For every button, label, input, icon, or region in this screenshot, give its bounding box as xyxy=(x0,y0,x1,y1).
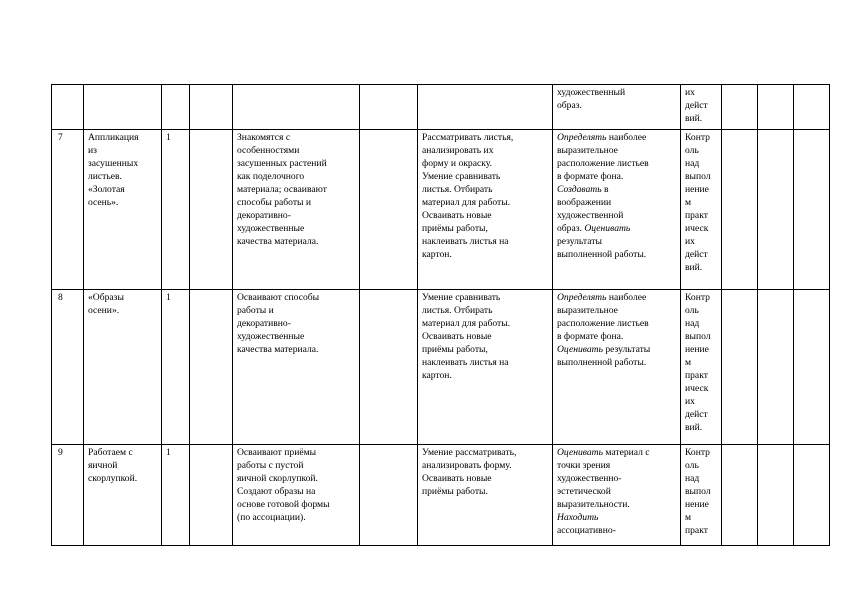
lesson-number-cell xyxy=(52,85,84,130)
cell-text-line xyxy=(88,183,157,196)
cell-text-line xyxy=(557,170,676,183)
cell-text-line xyxy=(685,408,717,421)
cell-text-line xyxy=(422,317,548,330)
emphasized-verb: Определять xyxy=(557,292,607,303)
cell-text-line xyxy=(685,304,717,317)
cell-text-line xyxy=(237,317,355,330)
table-row xyxy=(52,85,830,130)
cell-text: как поделочного xyxy=(237,171,305,182)
cell-text-line xyxy=(557,330,676,343)
cell-text-line xyxy=(685,472,717,485)
cell-text: Контр xyxy=(685,447,710,458)
cell-text-line xyxy=(557,485,676,498)
cell-text-line xyxy=(685,395,717,408)
emphasized-verb: Оценивать xyxy=(584,223,631,234)
lesson-number-cell xyxy=(52,130,84,290)
skills-cell xyxy=(418,130,553,290)
cell-text-line xyxy=(422,459,548,472)
cell-text: Осваивать новые xyxy=(422,210,492,221)
cell-text-line xyxy=(237,183,355,196)
cell-text: Контр xyxy=(685,292,710,303)
cell-text: материал для работы. xyxy=(422,318,511,329)
cell-text-line xyxy=(58,446,79,459)
cell-text-line xyxy=(422,343,548,356)
cell-text: Осваивают способы xyxy=(237,292,320,303)
cell-text-line xyxy=(557,317,676,330)
cell-text: приёмы работы, xyxy=(422,344,488,355)
lesson-content-cell xyxy=(233,445,360,546)
cell-text-line xyxy=(685,209,717,222)
cell-text-line xyxy=(237,498,355,511)
cell-text-line xyxy=(557,131,676,144)
cell-text-line xyxy=(557,524,676,537)
table-body xyxy=(52,85,830,546)
cell-text: художественный xyxy=(557,87,626,98)
cell-text-line xyxy=(557,86,676,99)
date-cell xyxy=(190,290,233,445)
cell-text: художественные xyxy=(237,223,305,234)
cell-text-line xyxy=(685,157,717,170)
cell-text-line xyxy=(422,369,548,382)
empty-cell xyxy=(758,290,794,445)
cell-text: оль xyxy=(685,305,699,316)
cell-text: дейст xyxy=(685,249,708,260)
cell-text: выполненной работы. xyxy=(557,249,647,260)
cell-text-line xyxy=(166,291,185,304)
cell-text: в формате фона. xyxy=(557,331,624,342)
cell-text-line xyxy=(422,472,548,485)
extra-cell xyxy=(360,130,418,290)
control-cell xyxy=(681,290,722,445)
cell-text: Аппликация xyxy=(88,132,139,143)
cell-text: скорлупкой. xyxy=(88,473,138,484)
cell-text-line xyxy=(237,485,355,498)
cell-text-line xyxy=(685,330,717,343)
cell-text: Контр xyxy=(685,132,710,143)
lesson-number-cell xyxy=(52,445,84,546)
cell-text-line xyxy=(685,382,717,395)
cell-text: оль xyxy=(685,145,699,156)
skills-cell xyxy=(418,290,553,445)
cell-text: художественной xyxy=(557,210,624,221)
cell-text-line xyxy=(557,196,676,209)
cell-text-line xyxy=(685,485,717,498)
cell-text: яичной скорлупкой. xyxy=(237,473,318,484)
cell-text: Работаем с xyxy=(88,447,133,458)
cell-text: (по ассоциации). xyxy=(237,512,306,523)
cell-text: Знакомятся с xyxy=(237,132,291,143)
cell-text: 9 xyxy=(58,447,63,458)
emphasized-verb: Оценивать xyxy=(557,344,603,355)
extra-cell xyxy=(360,445,418,546)
cell-text-line xyxy=(237,196,355,209)
cell-text-line xyxy=(685,248,717,261)
cell-text-line xyxy=(557,459,676,472)
cell-text-line xyxy=(88,291,157,304)
cell-text: м xyxy=(685,512,692,523)
emphasized-verb: Определять xyxy=(557,132,607,143)
cell-text-line xyxy=(557,343,676,356)
cell-text: наиболее xyxy=(606,132,647,143)
activity-cell xyxy=(553,445,681,546)
cell-text-line xyxy=(557,304,676,317)
cell-text: Умение сравнивать xyxy=(422,171,501,182)
skills-cell xyxy=(418,445,553,546)
cell-text: «Образы xyxy=(88,292,124,303)
cell-text-line xyxy=(422,131,548,144)
cell-text: приёмы работы, xyxy=(422,223,488,234)
cell-text-line xyxy=(422,209,548,222)
empty-cell xyxy=(758,85,794,130)
cell-text: их xyxy=(685,396,695,407)
cell-text-line xyxy=(557,356,676,369)
cell-text-line xyxy=(88,472,157,485)
cell-text: расположение листьев xyxy=(557,158,649,169)
cell-text: ическ xyxy=(685,383,709,394)
control-cell xyxy=(681,85,722,130)
cell-text-line xyxy=(237,170,355,183)
cell-text: результаты xyxy=(602,344,651,355)
empty-cell xyxy=(722,130,758,290)
cell-text: осени». xyxy=(88,305,120,316)
cell-text-line xyxy=(685,170,717,183)
cell-text-line xyxy=(685,446,717,459)
cell-text-line xyxy=(58,291,79,304)
cell-text-line xyxy=(237,446,355,459)
cell-text-line xyxy=(685,369,717,382)
cell-text-line xyxy=(422,170,548,183)
cell-text: из xyxy=(88,145,97,156)
cell-text: практ xyxy=(685,210,708,221)
cell-text-line xyxy=(166,131,185,144)
cell-text: образ. xyxy=(557,223,585,234)
cell-text-line xyxy=(237,459,355,472)
cell-text: декоративно- xyxy=(237,318,291,329)
hours-cell xyxy=(162,290,190,445)
cell-text: основе готовой формы xyxy=(237,499,330,510)
empty-cell xyxy=(794,130,830,290)
cell-text: материал с xyxy=(602,447,650,458)
cell-text: выразительное xyxy=(557,145,618,156)
lesson-topic-cell xyxy=(84,290,162,445)
cell-text-line xyxy=(685,222,717,235)
cell-text: «Золотая xyxy=(88,184,125,195)
empty-cell xyxy=(722,445,758,546)
cell-text-line xyxy=(88,459,157,472)
cell-text-line xyxy=(422,356,548,369)
cell-text-line xyxy=(88,144,157,157)
cell-text-line xyxy=(557,498,676,511)
cell-text: вий. xyxy=(685,262,703,273)
empty-cell xyxy=(758,445,794,546)
cell-text-line xyxy=(685,421,717,434)
cell-text: листья. Отбирать xyxy=(422,305,493,316)
cell-text: выпол xyxy=(685,331,711,342)
cell-text-line xyxy=(557,248,676,261)
emphasized-verb: Оценивать xyxy=(557,447,603,458)
cell-text-line xyxy=(237,511,355,524)
cell-text-line xyxy=(685,196,717,209)
cell-text-line xyxy=(422,485,548,498)
cell-text: 1 xyxy=(166,132,171,143)
cell-text-line xyxy=(685,112,717,125)
cell-text-line xyxy=(422,446,548,459)
cell-text-line xyxy=(685,144,717,157)
cell-text-line xyxy=(422,222,548,235)
cell-text: Умение сравнивать xyxy=(422,292,501,303)
cell-text-line xyxy=(237,291,355,304)
cell-text: 8 xyxy=(58,292,63,303)
cell-text-line xyxy=(557,235,676,248)
cell-text: расположение листьев xyxy=(557,318,649,329)
lesson-content-cell xyxy=(233,290,360,445)
cell-text: Осваивать новые xyxy=(422,473,492,484)
cell-text: дейст xyxy=(685,409,708,420)
skills-cell xyxy=(418,85,553,130)
empty-cell xyxy=(794,290,830,445)
cell-text: Осваивают приёмы xyxy=(237,447,317,458)
cell-text-line xyxy=(557,144,676,157)
cell-text-line xyxy=(557,99,676,112)
hours-cell xyxy=(162,85,190,130)
cell-text: работы с пустой xyxy=(237,460,304,471)
cell-text: выразительности. xyxy=(557,499,630,510)
cell-text: осень». xyxy=(88,197,119,208)
cell-text: наиболее xyxy=(606,292,647,303)
empty-cell xyxy=(722,290,758,445)
cell-text: над xyxy=(685,473,700,484)
cell-text: м xyxy=(685,357,692,368)
cell-text-line xyxy=(685,261,717,274)
cell-text-line xyxy=(237,304,355,317)
cell-text-line xyxy=(88,446,157,459)
cell-text: форму и окраску. xyxy=(422,158,492,169)
extra-cell xyxy=(360,290,418,445)
cell-text: материал для работы. xyxy=(422,197,511,208)
cell-text: Рассматривать листья, xyxy=(422,132,514,143)
cell-text: 7 xyxy=(58,132,63,143)
cell-text-line xyxy=(685,459,717,472)
table-row xyxy=(52,445,830,546)
empty-cell xyxy=(794,85,830,130)
cell-text-line xyxy=(422,235,548,248)
cell-text: анализировать их xyxy=(422,145,494,156)
activity-cell xyxy=(553,85,681,130)
cell-text: над xyxy=(685,318,700,329)
cell-text: выразительное xyxy=(557,305,618,316)
cell-text: приёмы работы. xyxy=(422,486,488,497)
cell-text-line xyxy=(237,343,355,356)
cell-text-line xyxy=(685,99,717,112)
cell-text-line xyxy=(88,157,157,170)
lesson-plan-table xyxy=(51,84,830,546)
cell-text-line xyxy=(88,196,157,209)
cell-text: их xyxy=(685,236,695,247)
cell-text: картон. xyxy=(422,249,452,260)
table-row xyxy=(52,290,830,445)
cell-text: точки зрения xyxy=(557,460,611,471)
cell-text: художественные xyxy=(237,331,305,342)
cell-text-line xyxy=(237,157,355,170)
cell-text: яичной xyxy=(88,460,118,471)
cell-text: наклеивать листья на xyxy=(422,357,509,368)
cell-text: Осваивать новые xyxy=(422,331,492,342)
cell-text: картон. xyxy=(422,370,452,381)
cell-text: анализировать форму. xyxy=(422,460,512,471)
cell-text: способы работы и xyxy=(237,197,311,208)
cell-text-line xyxy=(422,304,548,317)
cell-text-line xyxy=(237,131,355,144)
empty-cell xyxy=(758,130,794,290)
cell-text: Создают образы на xyxy=(237,486,316,497)
cell-text: оль xyxy=(685,460,699,471)
hours-cell xyxy=(162,130,190,290)
cell-text: в формате фона. xyxy=(557,171,624,182)
cell-text-line xyxy=(422,330,548,343)
cell-text-line xyxy=(237,235,355,248)
cell-text-line xyxy=(422,248,548,261)
cell-text-line xyxy=(557,446,676,459)
cell-text-line xyxy=(237,144,355,157)
cell-text-line xyxy=(557,183,676,196)
cell-text-line xyxy=(685,235,717,248)
date-cell xyxy=(190,130,233,290)
cell-text: нение xyxy=(685,344,709,355)
cell-text: материала; осваивают xyxy=(237,184,327,195)
lesson-topic-cell xyxy=(84,130,162,290)
cell-text-line xyxy=(557,291,676,304)
empty-cell xyxy=(794,445,830,546)
cell-text-line xyxy=(422,183,548,196)
cell-text: качества материала. xyxy=(237,236,319,247)
lesson-number-cell xyxy=(52,290,84,445)
table-row xyxy=(52,130,830,290)
date-cell xyxy=(190,445,233,546)
control-cell xyxy=(681,130,722,290)
activity-cell xyxy=(553,290,681,445)
activity-cell xyxy=(553,130,681,290)
cell-text: выпол xyxy=(685,486,711,497)
cell-text: художественно- xyxy=(557,473,622,484)
cell-text: дейст xyxy=(685,100,708,111)
cell-text-line xyxy=(557,511,676,524)
lesson-topic-cell xyxy=(84,85,162,130)
cell-text-line xyxy=(557,209,676,222)
cell-text-line xyxy=(422,157,548,170)
cell-text: м xyxy=(685,197,692,208)
cell-text: практ xyxy=(685,525,708,536)
cell-text-line xyxy=(88,170,157,183)
hours-cell xyxy=(162,445,190,546)
cell-text-line xyxy=(88,304,157,317)
cell-text-line xyxy=(422,196,548,209)
cell-text-line xyxy=(685,524,717,537)
cell-text: листьев. xyxy=(88,171,122,182)
cell-text-line xyxy=(237,222,355,235)
cell-text: в xyxy=(601,184,609,195)
cell-text: засушенных растений xyxy=(237,158,327,169)
cell-text-line xyxy=(557,472,676,485)
cell-text-line xyxy=(685,131,717,144)
cell-text: их xyxy=(685,87,695,98)
cell-text: ассоциативно- xyxy=(557,525,616,536)
emphasized-verb: Находить xyxy=(557,512,599,523)
cell-text: воображении xyxy=(557,197,612,208)
cell-text: нение xyxy=(685,499,709,510)
cell-text-line xyxy=(58,131,79,144)
cell-text-line xyxy=(237,330,355,343)
cell-text-line xyxy=(685,291,717,304)
cell-text: Умение рассматривать, xyxy=(422,447,517,458)
cell-text: особенностями xyxy=(237,145,300,156)
lesson-content-cell xyxy=(233,85,360,130)
cell-text: нение xyxy=(685,184,709,195)
cell-text: 1 xyxy=(166,447,171,458)
cell-text: засушенных xyxy=(88,158,139,169)
cell-text: выпол xyxy=(685,171,711,182)
cell-text: эстетической xyxy=(557,486,611,497)
cell-text: результаты xyxy=(557,236,602,247)
cell-text-line xyxy=(685,86,717,99)
cell-text: работы и xyxy=(237,305,274,316)
cell-text: над xyxy=(685,158,700,169)
cell-text: 1 xyxy=(166,292,171,303)
cell-text-line xyxy=(88,131,157,144)
cell-text: образ. xyxy=(557,100,582,111)
cell-text-line xyxy=(685,183,717,196)
cell-text: вий. xyxy=(685,422,703,433)
empty-cell xyxy=(722,85,758,130)
cell-text: качества материала. xyxy=(237,344,319,355)
lesson-content-cell xyxy=(233,130,360,290)
cell-text-line xyxy=(557,222,676,235)
cell-text: практ xyxy=(685,370,708,381)
cell-text: вий. xyxy=(685,113,703,124)
cell-text-line xyxy=(685,343,717,356)
cell-text-line xyxy=(166,446,185,459)
extra-cell xyxy=(360,85,418,130)
cell-text-line xyxy=(685,511,717,524)
cell-text-line xyxy=(237,472,355,485)
cell-text-line xyxy=(422,291,548,304)
cell-text: выполненной работы. xyxy=(557,357,647,368)
cell-text-line xyxy=(557,157,676,170)
lesson-topic-cell xyxy=(84,445,162,546)
cell-text-line xyxy=(685,498,717,511)
emphasized-verb: Создавать xyxy=(557,184,602,195)
cell-text: декоративно- xyxy=(237,210,291,221)
cell-text-line xyxy=(422,144,548,157)
control-cell xyxy=(681,445,722,546)
cell-text: ическ xyxy=(685,223,709,234)
cell-text-line xyxy=(685,317,717,330)
cell-text-line xyxy=(237,209,355,222)
cell-text-line xyxy=(685,356,717,369)
date-cell xyxy=(190,85,233,130)
cell-text: наклеивать листья на xyxy=(422,236,509,247)
cell-text: листья. Отбирать xyxy=(422,184,493,195)
